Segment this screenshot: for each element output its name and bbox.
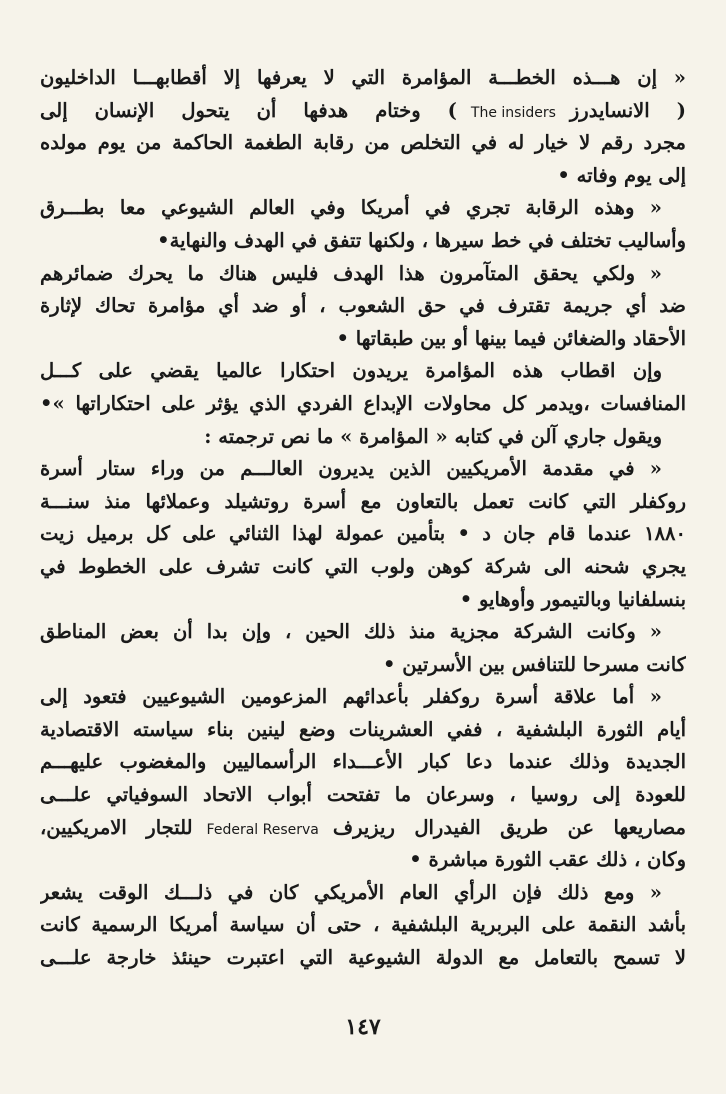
text-line: « وهذه الرقابة تجري في أمريكا وفي العالم الشيوعي معا بطـــرق (40, 196, 662, 220)
text-line: وأساليب تختلف في خط سيرها ، ولكنها تتفق في الهدف والنهاية• (157, 228, 686, 252)
text-line: بنسلفانيا وبالتيمور وأوهايو • (459, 587, 686, 611)
text-line: « أما علاقة أسرة روكفلر بأعدائهم المزعومين الشيوعيين فتعود إلى (40, 685, 662, 709)
text-line: روكفلر التي كانت تعمل بالتعاون مع أسرة روتشيلد وعملائها منذ سنـــة (40, 489, 686, 513)
text-line: إلى يوم وفاته • (557, 163, 686, 187)
latin-term: Federal Reserva (206, 821, 319, 838)
text-fragment: ) وختام هدفها أن يتحول الإنسان إلى (40, 98, 457, 122)
text-line (40, 95, 686, 128)
text-line: للعودة إلى روسيا ، وسرعان ما تفتحت أبواب الاتحاد السوفياتي علـــى (40, 783, 686, 807)
body-text (40, 62, 686, 975)
text-line: ١٨٨٠ عندما قام جان د • بتأمين عمولة لهذا الثنائي على كل برميل زيت (40, 522, 686, 546)
text-fragment: ( الانسايدرز (569, 98, 686, 122)
text-line: المنافسات ،ويدمر كل محاولات الإبداع الفردي الذي يؤثر على احتكاراتها »• (40, 391, 686, 415)
text-line: ويقول جاري آلن في كتابه « المؤامرة » ما نص ترجمته : (204, 424, 662, 448)
text-fragment: للتجار الامريكيين، (40, 815, 193, 839)
text-line: أيام الثورة البلشفية ، ففي العشرينات وضع لينين بناء سياسته الاقتصادية (40, 717, 686, 741)
text-line: وإن اقطاب هذه المؤامرة يريدون احتكارا عالميا يقضي على كـــل (40, 359, 662, 383)
text-fragment: مصاريعها عن طريق الفيدرال ريزيرف (332, 815, 686, 839)
text-line: وكان ، ذلك عقب الثورة مباشرة • (409, 848, 686, 872)
latin-term: The insiders (470, 104, 556, 121)
text-line: لا تسمح بالتعامل مع الدولة الشيوعية التي اعتبرت حينئذ خارجة علـــى (40, 946, 686, 970)
text-line: بأشد النقمة على البربرية البلشفية ، حتى أن سياسة أمريكا الرسمية كانت (40, 913, 686, 937)
text-line: الجديدة وذلك عندما دعا كبار الأعـــداء الرأسماليين والمغضوب عليهـــم (40, 750, 686, 774)
text-line: ضد أي جريمة تقترف في حق الشعوب ، أو ضد أي مؤامرة تحاك لإثارة (40, 294, 686, 318)
text-line: الأحقاد والضغائن فيما بينها أو بين طبقاتها • (336, 326, 686, 350)
text-line: « في مقدمة الأمريكيين الذين يديرون العالـــم من وراء ستار أسرة (40, 457, 662, 481)
text-line (40, 812, 686, 845)
text-line: « وكانت الشركة مجزية منذ ذلك الحين ، وإن بدا أن بعض المناطق (40, 620, 662, 644)
text-line: « ومع ذلك فإن الرأي العام الأمريكي كان في ذلـــك الوقت يشعر (40, 880, 662, 904)
text-line: مجرد رقم لا خيار له في التخلص من رقابة الطغمة الحاكمة من يوم مولده (40, 131, 686, 155)
page-number: ١٤٧ (345, 1014, 381, 1040)
text-line: يجري شحنه الى شركة كوهن ولوب التي كانت تشرف على الخطوط في (40, 554, 686, 578)
text-line: « ولكي يحقق المتآمرون هذا الهدف فليس هناك ما يحرك ضمائرهم (40, 261, 662, 285)
text-line: كانت مسرحا للتنافس بين الأسرتين • (382, 652, 686, 676)
text-line: « إن هـــذه الخطـــة المؤامرة التي لا يعرفها إلا أقطابهـــا الداخليون (40, 66, 686, 89)
